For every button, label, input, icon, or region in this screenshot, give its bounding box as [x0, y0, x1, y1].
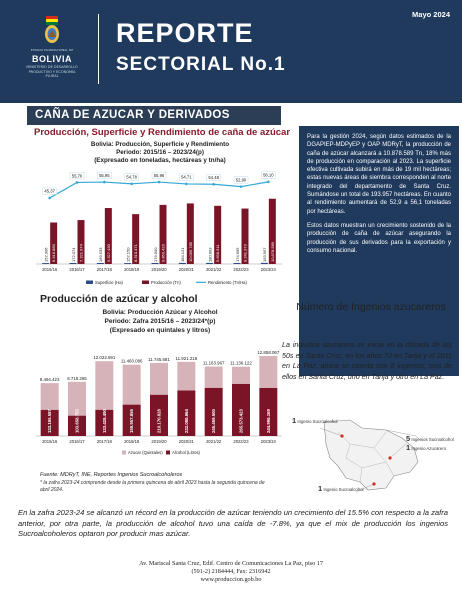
chart1-title: Bolivia: Producción, Superficie y Rendimiento [90, 141, 230, 148]
chart2-label-azucar: 8.494.423 [39, 377, 60, 383]
chart1-point-rendimiento [212, 183, 215, 186]
chart1-category-label: 2020/21 [178, 267, 194, 272]
chart1-label-superficie: 180.803 [207, 247, 213, 262]
chart1-line-rendimiento [50, 182, 269, 198]
summary-box [299, 126, 459, 376]
chart2-bar-azucar [177, 362, 195, 391]
chart2-units: (Expresado en quintales y litros) [109, 327, 211, 334]
chart1-bar-superficie [70, 263, 77, 264]
chart2-label-azucar: 12.858.067 [257, 349, 280, 355]
chart1-point-rendimiento [48, 197, 51, 200]
chart2-label-alcohol: 232.088.864 [183, 409, 189, 433]
chart2-bar-azucar [41, 383, 59, 410]
chart1-category-label: 2021/22 [206, 267, 222, 272]
chart1-legend-swatch-superficie [86, 281, 93, 285]
chart2-category-label: 2016/17 [69, 439, 85, 444]
chart2-label-alcohol: 159.957.855 [129, 409, 135, 433]
chart1-label-produccion: 9.241.373 [242, 244, 248, 262]
report-subtitle: SECTORIAL No.1 [116, 54, 286, 75]
chart2-label-azucar: 8.716.265 [67, 375, 87, 381]
chart2-label-alcohol: 245.459.500 [211, 409, 217, 433]
footer-phone: (591-2) 2184444, Fax: 2316942 [191, 567, 271, 575]
chart1-label-superficie: 169.533 [98, 247, 104, 262]
chart1-label-rendimiento: 54,78 [126, 174, 137, 180]
chart1-label-produccion: 10.095.785 [187, 241, 193, 262]
summary-paragraph-2: Estos datos muestran un crecimiento sostenido de la producción de caña de azúcar asegurando la producción de sus derivados para la exportación y consumo nacional. [307, 222, 451, 254]
chart1-bar-superficie [261, 263, 268, 264]
ingenios-title: Número de Ingenios azucareros [296, 301, 446, 313]
chart2-label-alcohol: 244.998.169 [265, 409, 271, 433]
chart2-category-label: 2019/20 [151, 439, 167, 444]
chart2-label-alcohol: 133.428.490 [101, 409, 107, 433]
chart1-label-rendimiento: 56,10 [263, 172, 274, 178]
chart1-category-label: 2023/24 [260, 267, 276, 272]
chart1-point-rendimiento [267, 181, 270, 184]
chart2-category-label: 2020/21 [178, 439, 194, 444]
chart2-label-alcohol: 210.170.828 [156, 409, 162, 433]
logo-ministry: MINISTERIO DE DESARROLLO PRODUCTIVO Y ECONOMÍA PLURAL [26, 65, 78, 78]
chart2-category-label: 2015/16 [42, 439, 58, 444]
chart1-category-label: 2017/18 [96, 267, 112, 272]
chart1-label-superficie: 152.306 [43, 247, 49, 262]
chart2-period: Periodo: Zafra 2015/16 – 2023/24*(p) [104, 318, 216, 325]
logo-name: BOLIVIA [31, 54, 72, 64]
chart2-category-label: 2022/23 [233, 439, 249, 444]
chart1-label-produccion: 9.327.430 [105, 244, 111, 262]
chart1-label-produccion: 9.850.423 [160, 244, 166, 262]
chart2-label-azucar: 11.921.218 [175, 355, 198, 361]
chart1-label-superficie: 172.074 [70, 247, 76, 262]
chart2-title: Bolivia: Producción Azúcar y Alcohol [102, 309, 218, 316]
chart2-label-azucar: 11.163.967 [202, 360, 225, 366]
chart2-legend-azucar: Azucar (Quintales) [128, 450, 163, 455]
chart2-category-label: 2021/22 [206, 439, 222, 444]
chart1-label-produccion: 10.878.589 [269, 241, 275, 262]
chart1-label-produccion: 9.698.511 [215, 244, 221, 262]
chart1-label-rendimiento: 55,96 [153, 172, 165, 178]
map-label-tarija: 1 Ingenio Sucroalcohol [318, 484, 364, 493]
chart2-category-label: 2018/19 [124, 439, 140, 444]
chart2-legend-swatch-alcohol [166, 451, 170, 455]
chart2-label-alcohol: 103.658.753 [74, 409, 80, 433]
chart2-legend-alcohol: Alcohol (Litros) [172, 450, 200, 455]
chart1-bar-superficie [206, 263, 213, 264]
chart1-label-produccion: 8.310.471 [133, 244, 139, 262]
chart2-label-alcohol: 133.165.587 [47, 409, 53, 433]
chart1-label-rendimiento: 55,95 [99, 172, 110, 178]
chart1-category-label: 2022/23 [233, 267, 249, 272]
chart1-category-label: 2019/20 [151, 267, 167, 272]
chart2-bar-azucar [95, 361, 113, 410]
header-divider [98, 14, 99, 84]
chart1-label-rendimiento: 54,48 [208, 175, 219, 181]
chart1-heading: Producción, Superficie y Rendimiento de caña de azúcar [34, 127, 291, 138]
chart1-category-label: 2016/17 [69, 267, 85, 272]
chart2-bar-azucar [259, 356, 277, 388]
chart2-legend-swatch-azucar [122, 451, 126, 455]
conclusion-text: En la zafra 2023-24 se alcanzó un récord en la producción de azúcar teniendo un crecimiento del 15.5% con respecto a la zafra anterior, por otra parte, la producción de alcohol tuvo una caída de -7.8%, ya que el mix de producción los ingenios Sucroalcoholeros optaron por producir mas azúcar. [18, 508, 448, 539]
chart1-label-rendimiento: 55,70 [71, 173, 83, 179]
bolivia-map-shape [290, 418, 456, 494]
chart2-label-azucar: 11.745.681 [148, 356, 170, 362]
report-header [0, 0, 462, 103]
map-label-santacruz: 5 Ingenios Sucroalcohol 1 Ingenio Azucarero [406, 434, 454, 452]
coat-of-arms-icon [42, 16, 62, 46]
chart2-label-alcohol: 265.573.423 [238, 409, 244, 433]
chart1-legend-superficie: Superficie (Ha) [95, 280, 123, 285]
chart1-label-rendimiento: 52,90 [235, 177, 247, 183]
chart1-units: (Expresado en toneladas, hectáreas y tn/ha) [94, 157, 226, 164]
ingenios-text: La industria azucarera se inicia en la década de los 50s en Santa Cruz, en los años 70 en Tarija y el 2011 en La Paz, ahora se cuenta con 8 ingenios, seis de ellos en Santa Cruz, uno en Tarija y otro en La Paz. [282, 341, 452, 381]
chart2-bar-azucar [205, 367, 223, 388]
chart1-point-rendimiento [130, 183, 133, 186]
chart1-legend-produccion: Producción (Tn) [151, 280, 181, 285]
footer [0, 560, 462, 583]
bolivia-logo [22, 12, 82, 82]
chart1-bar-superficie [42, 263, 49, 264]
source-note: * la zafra 2023-24 comprende desde la primera quincena de abril 2023 hasta la segunda quincena de abril 2024. [40, 480, 265, 493]
chart1-production-surface-yield [30, 164, 288, 290]
chart1-label-produccion: 6.916.880 [51, 244, 57, 262]
chart1-point-rendimiento [103, 181, 106, 184]
chart2-category-label: 2017/18 [96, 439, 112, 444]
chart1-point-rendimiento [76, 181, 79, 184]
chart1-point-rendimiento [158, 181, 161, 184]
chart1-bar-superficie [152, 263, 159, 264]
chart1-label-superficie: 176.500 [152, 247, 158, 262]
report-date: Mayo 2024 [412, 10, 450, 19]
chart1-bar-superficie [97, 263, 104, 264]
chart1-label-rendimiento: 54,71 [181, 174, 192, 180]
chart1-point-rendimiento [240, 185, 243, 188]
chart1-point-rendimiento [185, 183, 188, 186]
chart2-label-azucar: 12.022.691 [93, 355, 116, 361]
chart1-category-label: 2015/16 [42, 267, 58, 272]
chart2-label-azucar: 11.460.086 [120, 358, 143, 364]
chart1-label-superficie: 193.957 [262, 247, 268, 262]
chart1-label-rendimiento: 45,37 [44, 188, 55, 194]
chart1-legend-swatch-produccion [142, 281, 149, 285]
chart2-bar-azucar [123, 365, 141, 405]
chart2-bar-azucar [232, 367, 250, 384]
footer-address: Av. Mariscal Santa Cruz, Edif. Centro de Comunicaciones La Paz, piso 17 [139, 560, 323, 567]
footer-website: www.produccion.gob.bo [200, 575, 262, 583]
chart2-label-azucar: 11.136.122 [230, 360, 252, 366]
chart1-period: Periodo: 2015/16 – 2023/24(p) [116, 149, 204, 156]
chart1-bar-superficie [124, 263, 131, 264]
bolivia-map [290, 418, 456, 494]
chart1-label-produccion: 7.321.974 [78, 244, 84, 262]
logo-state-text: ESTADO PLURINACIONAL DE [30, 48, 74, 52]
chart1-category-label: 2018/19 [124, 267, 140, 272]
chart1-legend-rendimiento: Rendimiento (Tn/Ha) [208, 280, 247, 285]
chart2-bar-azucar [150, 363, 168, 395]
source-line: Fuente: MDRyT, INE, Reportes Ingenios Sucroalcoholeros [40, 472, 183, 478]
chart2-category-label: 2023/24 [260, 439, 276, 444]
chart2-heading: Producción de azúcar y alcohol [40, 293, 198, 305]
map-label-lapaz: 1 Ingenio Sucroalcohol [292, 416, 338, 425]
summary-paragraph-1: Para la gestión 2024, según datos estimados de la DGAPIEP-MDPyEP y OAP MDRyT, la producción de caña de azúcar alcanzará a 10.878.589 Tn, 18% más de producción en comparación al 2023. La superficie efectiva cultivada subirá en más de 19 mil hectáreas; estas nuevas áreas de siembra corresponden al norte integrado del departamento de Santa Cruz. Sumándose un total de 193.957 hectáreas. En cuanto al rendimiento aumentará de 52,9 a 56,1 toneladas por hectáreas. [307, 134, 451, 215]
chart1-bar-superficie [179, 263, 186, 264]
report-title: REPORTE [116, 18, 254, 48]
chart1-label-superficie: 184.121 [180, 247, 186, 262]
chart1-label-superficie: 174.695 [234, 247, 240, 262]
section-banner [27, 106, 281, 125]
chart2-sugar-alcohol [30, 336, 288, 470]
section-title: CAÑA DE AZUCAR Y DERIVADOS [35, 109, 230, 121]
chart1-label-superficie: 152.150 [125, 247, 131, 262]
chart1-bar-superficie [234, 263, 241, 264]
